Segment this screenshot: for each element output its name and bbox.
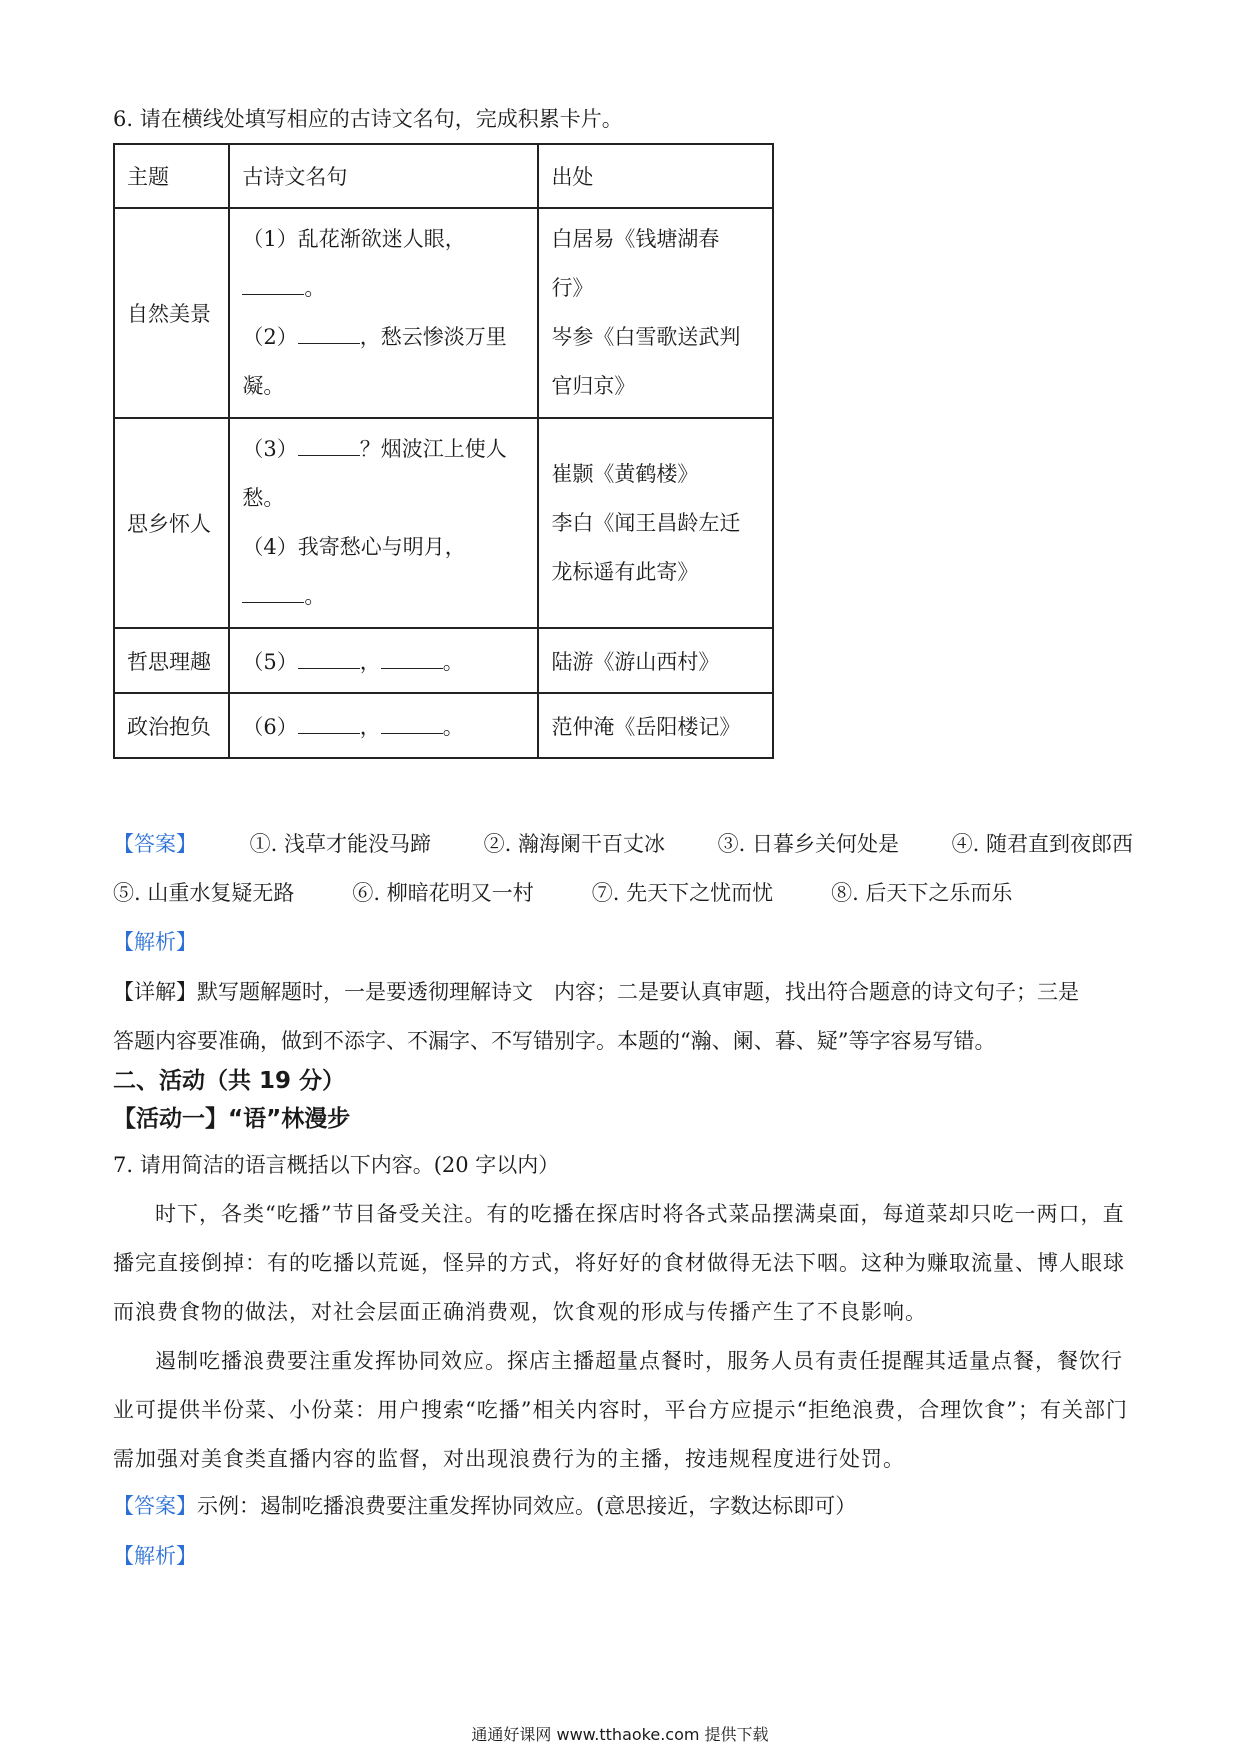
- source-line: 行》: [551, 276, 594, 300]
- quote-line-end: 。: [304, 276, 326, 300]
- quote-line: ，愁云惨淡万里: [359, 325, 507, 349]
- analysis-tag: 【解析】: [113, 1544, 197, 1568]
- row-theme: 政治抱负: [114, 693, 229, 758]
- answer-item: ①. 浅草才能没马蹄: [249, 832, 431, 856]
- quote-separator: ，: [359, 649, 381, 674]
- header-theme: 主题: [114, 144, 229, 208]
- row-quote: [229, 418, 538, 628]
- source-line: 白居易《钱塘湖春: [551, 227, 720, 251]
- answer-item: ⑥. 柳暗花明又一村: [352, 881, 534, 905]
- row-source: 陆游《游山西村》: [538, 628, 773, 693]
- table-header-row: [114, 144, 773, 208]
- header-quote: 古诗文名句: [229, 144, 538, 208]
- quote-number: （5）: [242, 649, 298, 674]
- fill-blank[interactable]: [242, 580, 304, 603]
- detail-text: 答题内容要准确，做到不添字、不漏字、不写错别字。本题的“瀚、阑、暮、疑”等字容易写错。: [113, 1029, 996, 1053]
- row-quote: [229, 208, 538, 418]
- fill-blank[interactable]: [381, 711, 443, 734]
- quote-line-end: 愁。: [242, 486, 285, 510]
- row-quote: [229, 628, 538, 693]
- table-row: [114, 628, 773, 693]
- answer-item: ③. 日暮乡关何处是: [717, 832, 899, 856]
- row-source: 范仲淹《岳阳楼记》: [538, 693, 773, 758]
- answer-7: [113, 1491, 856, 1521]
- fill-blank[interactable]: [381, 646, 443, 669]
- quote-line-end: 。: [442, 714, 464, 739]
- answer-tag: 【答案】: [113, 1494, 197, 1518]
- quote-number: （6）: [242, 714, 298, 739]
- quote-number: （3）: [242, 437, 298, 461]
- footer-watermark: 通通好课网 www.tthaoke.com 提供下载: [471, 1725, 769, 1744]
- row-theme: 思乡怀人: [114, 418, 229, 628]
- answer-text: 示例：遏制吃播浪费要注重发挥协同效应。(意思接近，字数达标即可）: [197, 1494, 857, 1518]
- row-quote: [229, 693, 538, 758]
- detail-text: 默写题解题时，一是要透彻理解诗文 内容；二是要认真审题，找出符合题意的诗文句子；三是: [197, 980, 1079, 1004]
- quote-line: （1）乱花渐欲迷人眼，: [242, 227, 466, 251]
- source-line: 岑参《白雪歌送武判: [551, 325, 741, 349]
- analysis-7: [113, 1541, 197, 1571]
- row-source: [538, 208, 773, 418]
- source-line: 崔颢《黄鹤楼》: [551, 461, 699, 486]
- fill-blank[interactable]: [298, 711, 360, 734]
- quote-line-end: 。: [304, 584, 326, 608]
- quote-separator: ，: [359, 714, 381, 739]
- quote-line-end: 。: [442, 649, 464, 674]
- table-row: [114, 693, 773, 758]
- source-line: 李白《闻王昌龄左迁: [551, 510, 741, 535]
- row-theme: 自然美景: [114, 208, 229, 418]
- question-7-title: 7. 请用简洁的语言概括以下内容。(20 字以内）: [113, 1153, 560, 1177]
- accumulation-card-table: [113, 143, 774, 759]
- fill-blank[interactable]: [298, 321, 360, 344]
- answer-item: ⑧. 后天下之乐而乐: [831, 881, 1013, 905]
- question-6-title: 6. 请在横线处填写相应的古诗文名句，完成积累卡片。: [113, 107, 623, 131]
- table-row: [114, 208, 773, 418]
- answer-row-1: [113, 820, 1133, 869]
- answer-row-2: [113, 869, 1133, 918]
- fill-blank[interactable]: [298, 433, 360, 456]
- source-line: 官归京》: [551, 374, 636, 398]
- fill-blank[interactable]: [242, 272, 304, 295]
- activity-heading: 【活动一】“语”林漫步: [113, 1106, 351, 1132]
- answer-item: ⑦. 先天下之忧而忧: [591, 881, 774, 905]
- passage-paragraph: 遏制吃播浪费要注重发挥协同效应。探店主播超量点餐时，服务人员有责任提醒其适量点餐，餐饮行业可提供半份菜、小份菜：用户搜索“吃播”相关内容时，平台方应提示“拒绝浪费，合理饮食”；有关部门需加强对美食类直播内容的监督，对出现浪费行为的主播，按违规程度进行处罚。: [113, 1349, 1128, 1471]
- answer-item: ②. 瀚海阑干百丈冰: [483, 832, 665, 856]
- answer-item: ⑤. 山重水复疑无路: [113, 881, 295, 905]
- section-heading: 二、活动（共 19 分）: [113, 1068, 346, 1094]
- fill-blank[interactable]: [298, 646, 360, 669]
- row-theme: 哲思理趣: [114, 628, 229, 693]
- quote-line: ？烟波江上使人: [359, 437, 507, 461]
- source-line: 龙标遥有此寄》: [551, 559, 699, 584]
- header-source: 出处: [538, 144, 773, 208]
- quote-line: （4）我寄愁心与明月，: [242, 535, 466, 559]
- answer-tag: 【答案】: [113, 832, 197, 856]
- quote-line-end: 凝。: [242, 374, 285, 398]
- table-row: [114, 418, 773, 628]
- analysis-tag: 【解析】: [113, 930, 197, 954]
- detail-tag: 【详解】: [113, 980, 197, 1004]
- detail-explanation: [113, 968, 1133, 1066]
- reading-passage: [113, 1190, 1133, 1484]
- answer-item: ④. 随君直到夜郎西: [951, 832, 1133, 856]
- answer-6-block: [113, 820, 1133, 967]
- row-source: [538, 418, 773, 628]
- quote-number: （2）: [242, 325, 298, 349]
- passage-paragraph: 时下，各类“吃播”节目备受关注。有的吃播在探店时将各式菜品摆满桌面，每道菜却只吃一两口，直播完直接倒掉：有的吃播以荒诞，怪异的方式，将好好的食材做得无法下咽。这种为赚取流量、博人眼球而浪费食物的做法，对社会层面正确消费观，饮食观的形成与传播产生了不良影响。: [113, 1202, 1125, 1324]
- analysis-row: [113, 918, 1133, 967]
